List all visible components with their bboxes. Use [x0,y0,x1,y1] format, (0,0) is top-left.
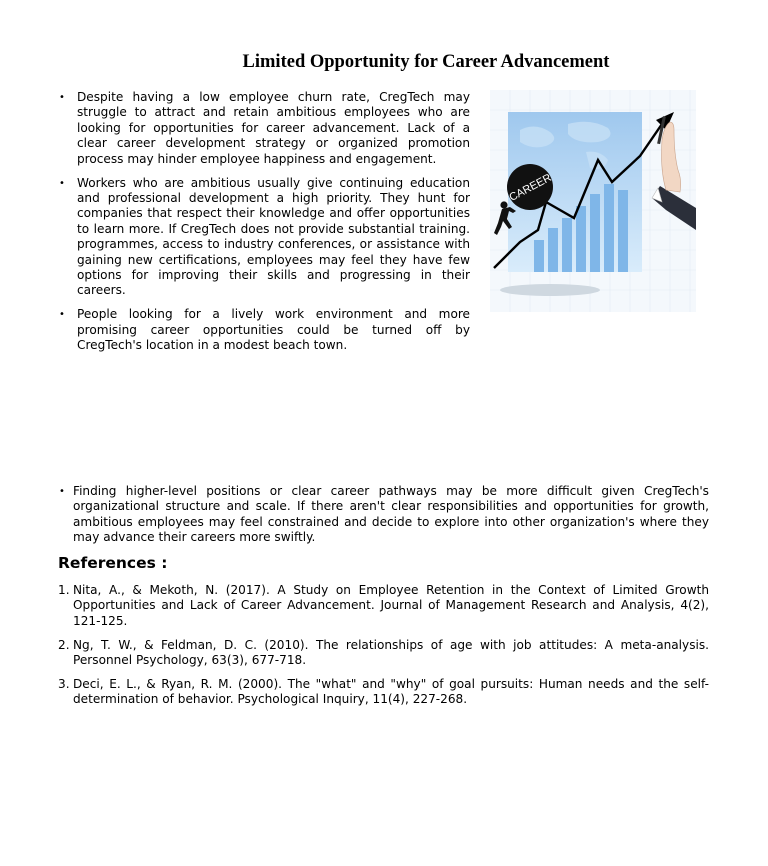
reference-number: 1. [58,583,70,597]
bullet-icon: • [59,486,65,497]
bullet-text: Workers who are ambitious usually give continuing education and professional development a high priority. They hunt for companies that respect their knowledge and offer opportunities to learn more. If CregTech does not provide substantial training. programmes, access to industry conferences, or assistance with gaining new certifications, employees may feel they have few options for improving their skills and progressing in their careers. [77,175,470,298]
list-item [56,307,470,353]
list-item [56,484,709,546]
reference-text: Ng, T. W., & Feldman, D. C. (2010). The relationships of age with job attitudes: A meta-analysis. Personnel Psychology, 63(3), 677-718. [73,637,709,668]
references-heading: References : [58,554,168,572]
bullet-icon: • [59,309,65,321]
references-list [58,583,709,716]
boulder-label: CAREER [507,171,554,204]
list-item [56,176,470,299]
bar-shape [576,206,586,272]
bullet-text: Finding higher-level positions or clear career pathways may be more difficult given CregTech's organizational structure and scale. If there aren't clear responsibilities and opportunities for growth, ambitious employees may feel constrained and decide to explore into other organization's where they may advance their careers more swiftly. [73,484,709,545]
bullet-icon: • [59,177,65,189]
reference-item [58,583,709,629]
reference-item [58,677,709,708]
page-title: Limited Opportunity for Career Advancement [242,52,610,72]
career-growth-illustration [490,90,696,312]
bottom-bullet-list [56,484,709,546]
bar-shape [562,218,572,272]
bullet-text: Despite having a low employee churn rate, CregTech may struggle to attract and retain ambitious employees who are looking for opportunities for career advancement. Lack of a clear career development strategy or organized promotion process may hinder employee happiness and engagement. [77,90,470,166]
bar-shape [590,194,600,272]
bar-shape [548,228,558,272]
list-item [56,90,470,167]
bar-shape [604,184,614,272]
reference-item [58,638,709,669]
bar-shape [618,190,628,272]
reference-number: 3. [58,677,70,692]
bar-shape [534,240,544,272]
floor-shadow [500,284,600,296]
reference-number: 2. [58,637,70,652]
reference-text: Deci, E. L., & Ryan, R. M. (2000). The "what" and "why" of goal pursuits: Human needs and the self-determination of behavior. Psychological Inquiry, 11(4), 227-268. [73,677,709,707]
reference-text: Nita, A., & Mekoth, N. (2017). A Study on Employee Retention in the Context of Limited Growth Opportunities and Lack of Career Advancement. Journal of Management Research and Analysis, 4(2), 121-125. [73,583,709,628]
bullet-icon: • [59,92,65,103]
bullet-text: People looking for a lively work environment and more promising career opportunities could be turned off by CregTech's location in a modest beach town. [77,307,470,353]
top-bullet-list [56,90,470,362]
